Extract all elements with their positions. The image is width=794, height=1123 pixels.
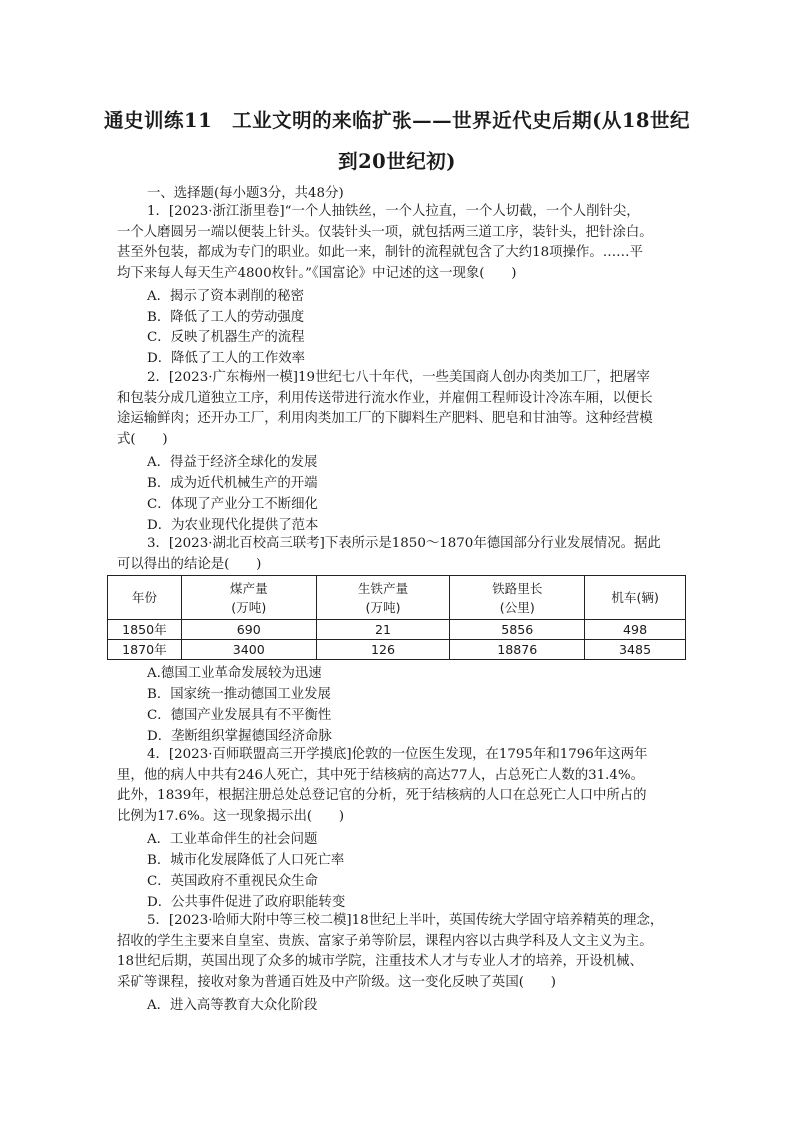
header-unit: (万吨)	[365, 599, 401, 615]
q5-option-a: A．进入高等教育大众化阶段	[147, 998, 318, 1013]
question-text-line: 5．[2023·哈师大附中等三校二模]18世纪上半叶，英国传统大学固守培养精英的理念，	[147, 913, 664, 928]
table-cell: 498	[585, 620, 686, 640]
header-pig-iron-output	[316, 576, 450, 620]
question-text-line: 均下来每人每天生产4800枚针。”《国富论》中记述的这一现象( )	[117, 266, 517, 282]
q2-option-d: D．为农业现代化提供了范本	[147, 518, 319, 533]
table-cell: 21	[316, 620, 450, 640]
question-text-line: 里，他的病人中共有246人死亡，其中死于结核病的高达77人，占总死亡人数的31.4%。	[117, 767, 645, 783]
question-text-line: 采矿等课程，接收对象为普通百姓及中产阶级。这一变化反映了英国( )	[117, 975, 556, 991]
header-unit: (公里)	[499, 599, 535, 615]
header-locomotives	[585, 576, 686, 620]
question-text-line: 18世纪后期，英国出现了众多的城市学院，注重技术人才与专业人才的培养，开设机械、	[117, 954, 643, 970]
page-title-line-1: 通史训练11 工业文明的来临扩张——世界近代史后期(从18世纪	[104, 109, 690, 132]
question-text-line: 可以得出的结论是( )	[117, 556, 262, 572]
q1-option-d: D．降低了工人的工作效率	[147, 351, 306, 366]
question-3-stem	[117, 534, 687, 575]
question-text-line: 2．[2023·广东梅州一模]19世纪七八十年代，一些美国商人创办肉类加工厂，把屠宰	[147, 370, 650, 385]
q2-option-a: A．得益于经济全球化的发展	[147, 455, 318, 470]
header-label: 机车(辆)	[611, 590, 659, 605]
q1-option-c: C．反映了机器生产的流程	[147, 330, 305, 345]
q4-option-a: A．工业革命伴生的社会问题	[147, 832, 318, 847]
question-text-line: 3．[2023·湖北百校高三联考]下表所示是1850～1870年德国部分行业发展情况。据此	[147, 536, 661, 551]
table-cell: 690	[181, 620, 316, 640]
question-2-stem	[117, 368, 687, 451]
question-5-stem	[117, 911, 687, 994]
industry-data-table	[107, 575, 686, 660]
header-label: 年份	[131, 590, 158, 605]
table-header-row	[108, 576, 686, 620]
q3-option-b: B．国家统一推动德国工业发展	[147, 687, 331, 702]
header-railway-length	[450, 576, 585, 620]
q1-option-a: A．揭示了资本剥削的秘密	[147, 289, 304, 304]
question-text-line: 式( )	[117, 432, 168, 448]
header-coal-output	[181, 576, 316, 620]
header-label: 生铁产量	[357, 580, 409, 596]
question-text-line: 此外，1839年，根据注册总处总登记官的分析，死于结核病的人口在总死亡人口中所占的	[117, 788, 647, 804]
question-text-line: 4．[2023·百师联盟高三开学摸底]伦敦的一位医生发现，在1795年和1796年这两年	[147, 747, 648, 762]
q3-option-d: D．垄断组织掌握德国经济命脉	[147, 729, 332, 744]
table-cell: 5856	[450, 620, 585, 640]
q4-option-b: B．城市化发展降低了人口死亡率	[147, 853, 345, 868]
page-title-line-2: 到20世纪初)	[338, 150, 456, 173]
question-text-line: 和包装分成几道独立工序，利用传送带进行流水作业，并雇佣工程师设计冷冻车厢，以便长	[117, 390, 653, 406]
q1-option-b: B．降低了工人的劳动强度	[147, 310, 305, 325]
q2-option-c: C．体现了产业分工不断细化	[147, 497, 318, 512]
table-cell: 18876	[450, 640, 585, 660]
header-label: 煤产量	[229, 580, 268, 596]
question-text-line: 1．[2023·浙江浙里卷]“一个人抽铁丝，一个人拉直，一个人切截，一个人削针尖，	[147, 204, 640, 219]
question-text-line: 一个人磨圆另一端以便装上针头。仅装针头一项，就包括两三道工序，装针头，把针涂白。	[117, 224, 653, 240]
question-4-stem	[117, 745, 687, 828]
q4-option-d: D．公共事件促进了政府职能转变	[147, 895, 346, 910]
header-unit: (万吨)	[231, 599, 267, 615]
question-1-stem	[117, 202, 687, 285]
section-heading: 一、选择题(每小题3分，共48分)	[147, 186, 344, 201]
question-text-line: 途运输鲜肉；还开办工厂，利用肉类加工厂的下脚料生产肥料、肥皂和甘油等。这种经营模	[117, 411, 653, 427]
table-cell: 1870年	[108, 640, 182, 660]
question-text-line: 比例为17.6%。这一现象揭示出( )	[117, 809, 345, 825]
q4-option-c: C．英国政府不重视民众生命	[147, 874, 318, 889]
table-cell: 126	[316, 640, 450, 660]
table-cell: 1850年	[108, 620, 182, 640]
question-text-line: 招收的学生主要来自皇室、贵族、富家子弟等阶层，课程内容以古典学科及人文主义为主。	[117, 933, 653, 949]
q3-option-c: C．德国产业发展具有不平衡性	[147, 708, 332, 723]
table-row	[108, 620, 686, 640]
q3-option-a: A.德国工业革命发展较为迅速	[147, 666, 322, 681]
header-label: 铁路里长	[492, 580, 543, 596]
header-year	[108, 576, 182, 620]
question-text-line: 甚至外包装，都成为专门的职业。如此一来，制针的流程就包含了大约18项操作。……平	[117, 245, 643, 261]
table-cell: 3485	[585, 640, 686, 660]
q2-option-b: B．成为近代机械生产的开端	[147, 476, 318, 491]
table-row	[108, 640, 686, 660]
table-cell: 3400	[181, 640, 316, 660]
